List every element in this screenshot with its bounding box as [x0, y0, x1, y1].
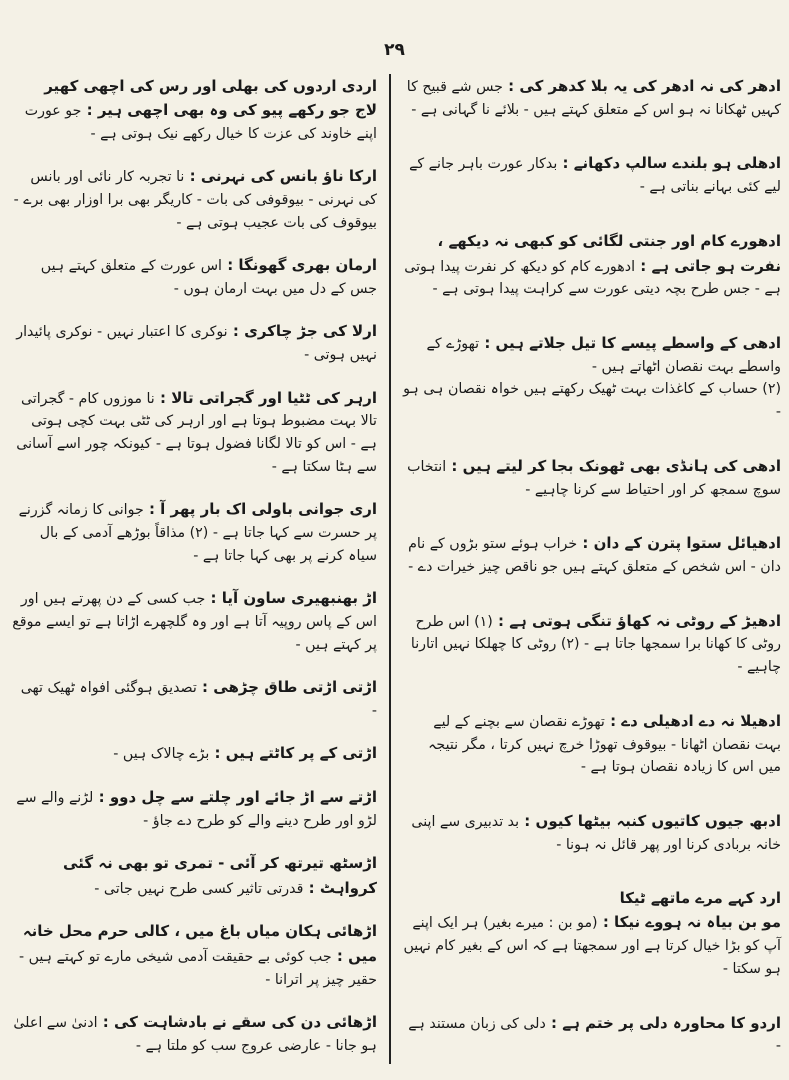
entry — [12, 586, 377, 656]
entry — [403, 1011, 781, 1058]
definition: لڑنے والے سے لڑو اور طرح دینے والے کو طرح دے جاؤ - — [16, 789, 377, 829]
definition: تصدیق ہوگئی افواہ ٹھیک تھی - — [20, 680, 377, 719]
headword: اڑتے سے اڑ جائے اور چلتے سے چل دوو : — [93, 788, 377, 806]
definition: بدکار عورت باہر جانے کے لیے کئی بہانے بناتی ہے - — [409, 156, 781, 196]
definition: دلی کی زبان مستند ہے - — [408, 1015, 781, 1055]
entry — [403, 886, 781, 980]
definition: بد تدبیری سے اپنی خانہ بربادی کرنا اور پھر قائل نہ ہونا - — [411, 813, 781, 853]
entry — [403, 331, 781, 424]
headword: ادھیلا نہ دے ادھیلی دے : — [605, 712, 781, 730]
definition: جس شے قبیح کا کہیں ٹھکانا نہ ہو اس کے متعلق کہتے ہیں - بلائے نا گہانی ہے - — [406, 79, 781, 118]
entry — [12, 253, 377, 300]
headword: ادھی کی ہانڈی بھی ٹھونک بجا کر لیتے ہیں : — [446, 457, 781, 475]
entry — [403, 454, 781, 501]
definition: ادنیٰ سے اعلیٰ ہو جانا - عارضی عروج سب کو ملتا ہے - — [13, 1015, 377, 1055]
entry — [12, 785, 377, 832]
definition: اس عورت کے متعلق کہتے ہیں جس کے دل میں بہت ارمان ہوں - — [40, 258, 377, 297]
definition: جب کسی کے دن پھرتے ہیں اور اس کے پاس روپیہ آتا ہے اور وہ گلچھرے اڑاتا ہے تو ایسے موقع پر کہتے ہیں - — [12, 591, 377, 653]
entry — [12, 851, 377, 900]
definition: تھوڑے کے واسطے بہت نقصان اٹھاتے ہیں - — [426, 335, 781, 375]
entry — [12, 386, 377, 479]
entry — [403, 74, 781, 121]
headword: اڑھائی دن کی سقے نے بادشاہت کی : — [98, 1013, 377, 1031]
headword: اڑتی کے پر کاٹتے ہیں : — [209, 744, 377, 762]
headword: ادھر کی نہ ادھر کی یہ بلا کدھر کی : — [503, 77, 781, 95]
entry — [403, 229, 781, 301]
definition: نا تجربہ کار نائی اور بانس کی نہرنی - بیوقوفی کی بات - کاریگر بھی برا اوزار بھی برے - بیوقوف کی بات عجیب ہوتی ہے - — [13, 169, 377, 231]
headword: ادھیڑ کے روٹی نہ کھاؤ تنگی ہوتی ہے : — [493, 612, 781, 630]
definition: ادھورے کام کو دیکھ کر نفرت پیدا ہوتی ہے - جس طرح بچہ دیتی عورت سے کراہت پیدا ہوتی ہے - — [404, 258, 781, 298]
headword: اڑ بھنبھیری ساون آیا : — [205, 589, 377, 607]
entry — [12, 919, 377, 991]
headword: ادھلی ہو بلندے سالپ دکھانے : — [557, 154, 781, 172]
headword: اری جوانی باولی اک بار پھر آ : — [144, 500, 377, 518]
entry — [403, 609, 781, 679]
entry — [12, 497, 377, 567]
right-column — [403, 74, 781, 1058]
entry — [403, 531, 781, 578]
page-number: ۲۹ — [384, 40, 405, 60]
entry — [12, 74, 377, 145]
headword: ارہر کی ٹٹیا اور گجراتی تالا : — [155, 389, 377, 407]
entry — [12, 164, 377, 234]
definition: جو عورت اپنے خاوند کی عزت کا خیال رکھے نیک ہوتی ہے - — [24, 103, 377, 142]
headword: اڑتی اڑتی طاق چڑھی : — [197, 678, 377, 696]
entry — [403, 151, 781, 198]
headword: ارمان بھری گھونگا : — [222, 256, 377, 274]
definition: جب کوئی بے حقیقت آدمی شیخی مارے تو کہتے ہیں - حقیر چیز پر اترانا - — [18, 949, 377, 988]
definition: نوکری کا اعتبار نہیں - نوکری پائیدار نہیں ہوتی - — [16, 324, 377, 364]
definition: نا موزوں کام - گجراتی تالا بہت مضبوط ہوتا ہے اور ارہر کی ٹٹی بہت کچی ہوتی ہے - اس کو تالا لگانا فضول ہوتا ہے - کیونکہ چور اسے آسانی سے ہٹا سکتا ہے - — [16, 390, 377, 475]
headword-line: ارد کہے مرے ماتھے ٹیکا — [619, 889, 781, 908]
headword: اردو کا محاورہ دلی پر ختم ہے : — [546, 1014, 781, 1032]
headword: ارکا ناؤ بانس کی نہرنی : — [184, 167, 377, 185]
entry — [12, 1010, 377, 1057]
definition: (مو بن : میرے بغیر) ہر ایک اپنے آپ کو بڑا خیال کرتا ہے اور سمجھتا ہے کہ اس کے بغیر کام نہیں ہو سکتا - — [403, 915, 781, 977]
entry — [403, 709, 781, 779]
headword-line: مو بن بیاہ نہ ہووے نیکا : — [598, 913, 781, 931]
headword: ادھیائل ستوا پترن کے دان : — [577, 534, 781, 552]
entry — [12, 319, 377, 366]
definition: (۱) اس طرح روٹی کا کھانا برا سمجھا جاتا ہے - (۲) روٹی کا چھلکا نہیں اتارنا چاہیے - — [410, 613, 781, 676]
entry — [403, 809, 781, 856]
column-divider — [389, 74, 391, 1064]
entry — [12, 741, 377, 766]
definition: خراب ہوئے ستو بڑوں کے نام دان - اس شخص کے متعلق کہتے ہیں جو ناقص چیز خیرات دے - — [408, 536, 781, 575]
definition-extra: (۲) حساب کے کاغذات بہت ٹھیک رکھتے ہیں خواہ نقصان ہی ہو - — [403, 381, 781, 421]
headword: ادبھ جیوں کاتیوں کنبہ بیٹھا کیوں : — [519, 812, 781, 830]
definition: قدرتی تاثیر کسی طرح نہیں جاتی - — [94, 880, 304, 897]
headword: ادھی کے واسطے پیسے کا تیل جلاتے ہیں : — [479, 334, 781, 352]
definition: جوانی کا زمانہ گزرنے پر حسرت سے کہا جاتا ہے - (۲) مذاقاً بوڑھے آدمی کے بال سیاہ کرنے پر بھی کہا جاتا ہے - — [18, 502, 377, 564]
headword-line: لاج جو رکھے پیو کی وہ بھی اچھی ہیر : — [81, 101, 377, 119]
headword: اڑسٹھ تیرتھ کر آئی - تمری تو بھی نہ گئی کرواہٹ : — [63, 854, 377, 897]
headword: اردی اردوں کی بھلی اور رس کی اچھی کھیر — [44, 77, 377, 95]
headword: اڑھائی ہکان میاں باغ میں ، کالی حرم محل خانہ میں : — [23, 922, 377, 965]
left-column — [12, 74, 377, 1058]
entry — [12, 675, 377, 722]
headword: ادھورے کام اور جنتی لگائی کو کبھی نہ دیکھے ، نفرت ہو جاتی ہے : — [438, 232, 781, 275]
definition: تھوڑے نقصان سے بچنے کے لیے بہت نقصان اٹھانا - بیوقوف تھوڑا خرچ نہیں کرتا ، مگر نتیجہ میں اس کا زیادہ نقصان ہوتا ہے - — [428, 713, 781, 776]
headword: ارلا کی جڑ چاکری : — [228, 322, 377, 340]
definition: بڑے چالاک ہیں - — [113, 746, 210, 763]
definition: انتخاب سوچ سمجھ کر اور احتیاط سے کرنا چاہیے - — [407, 458, 781, 498]
